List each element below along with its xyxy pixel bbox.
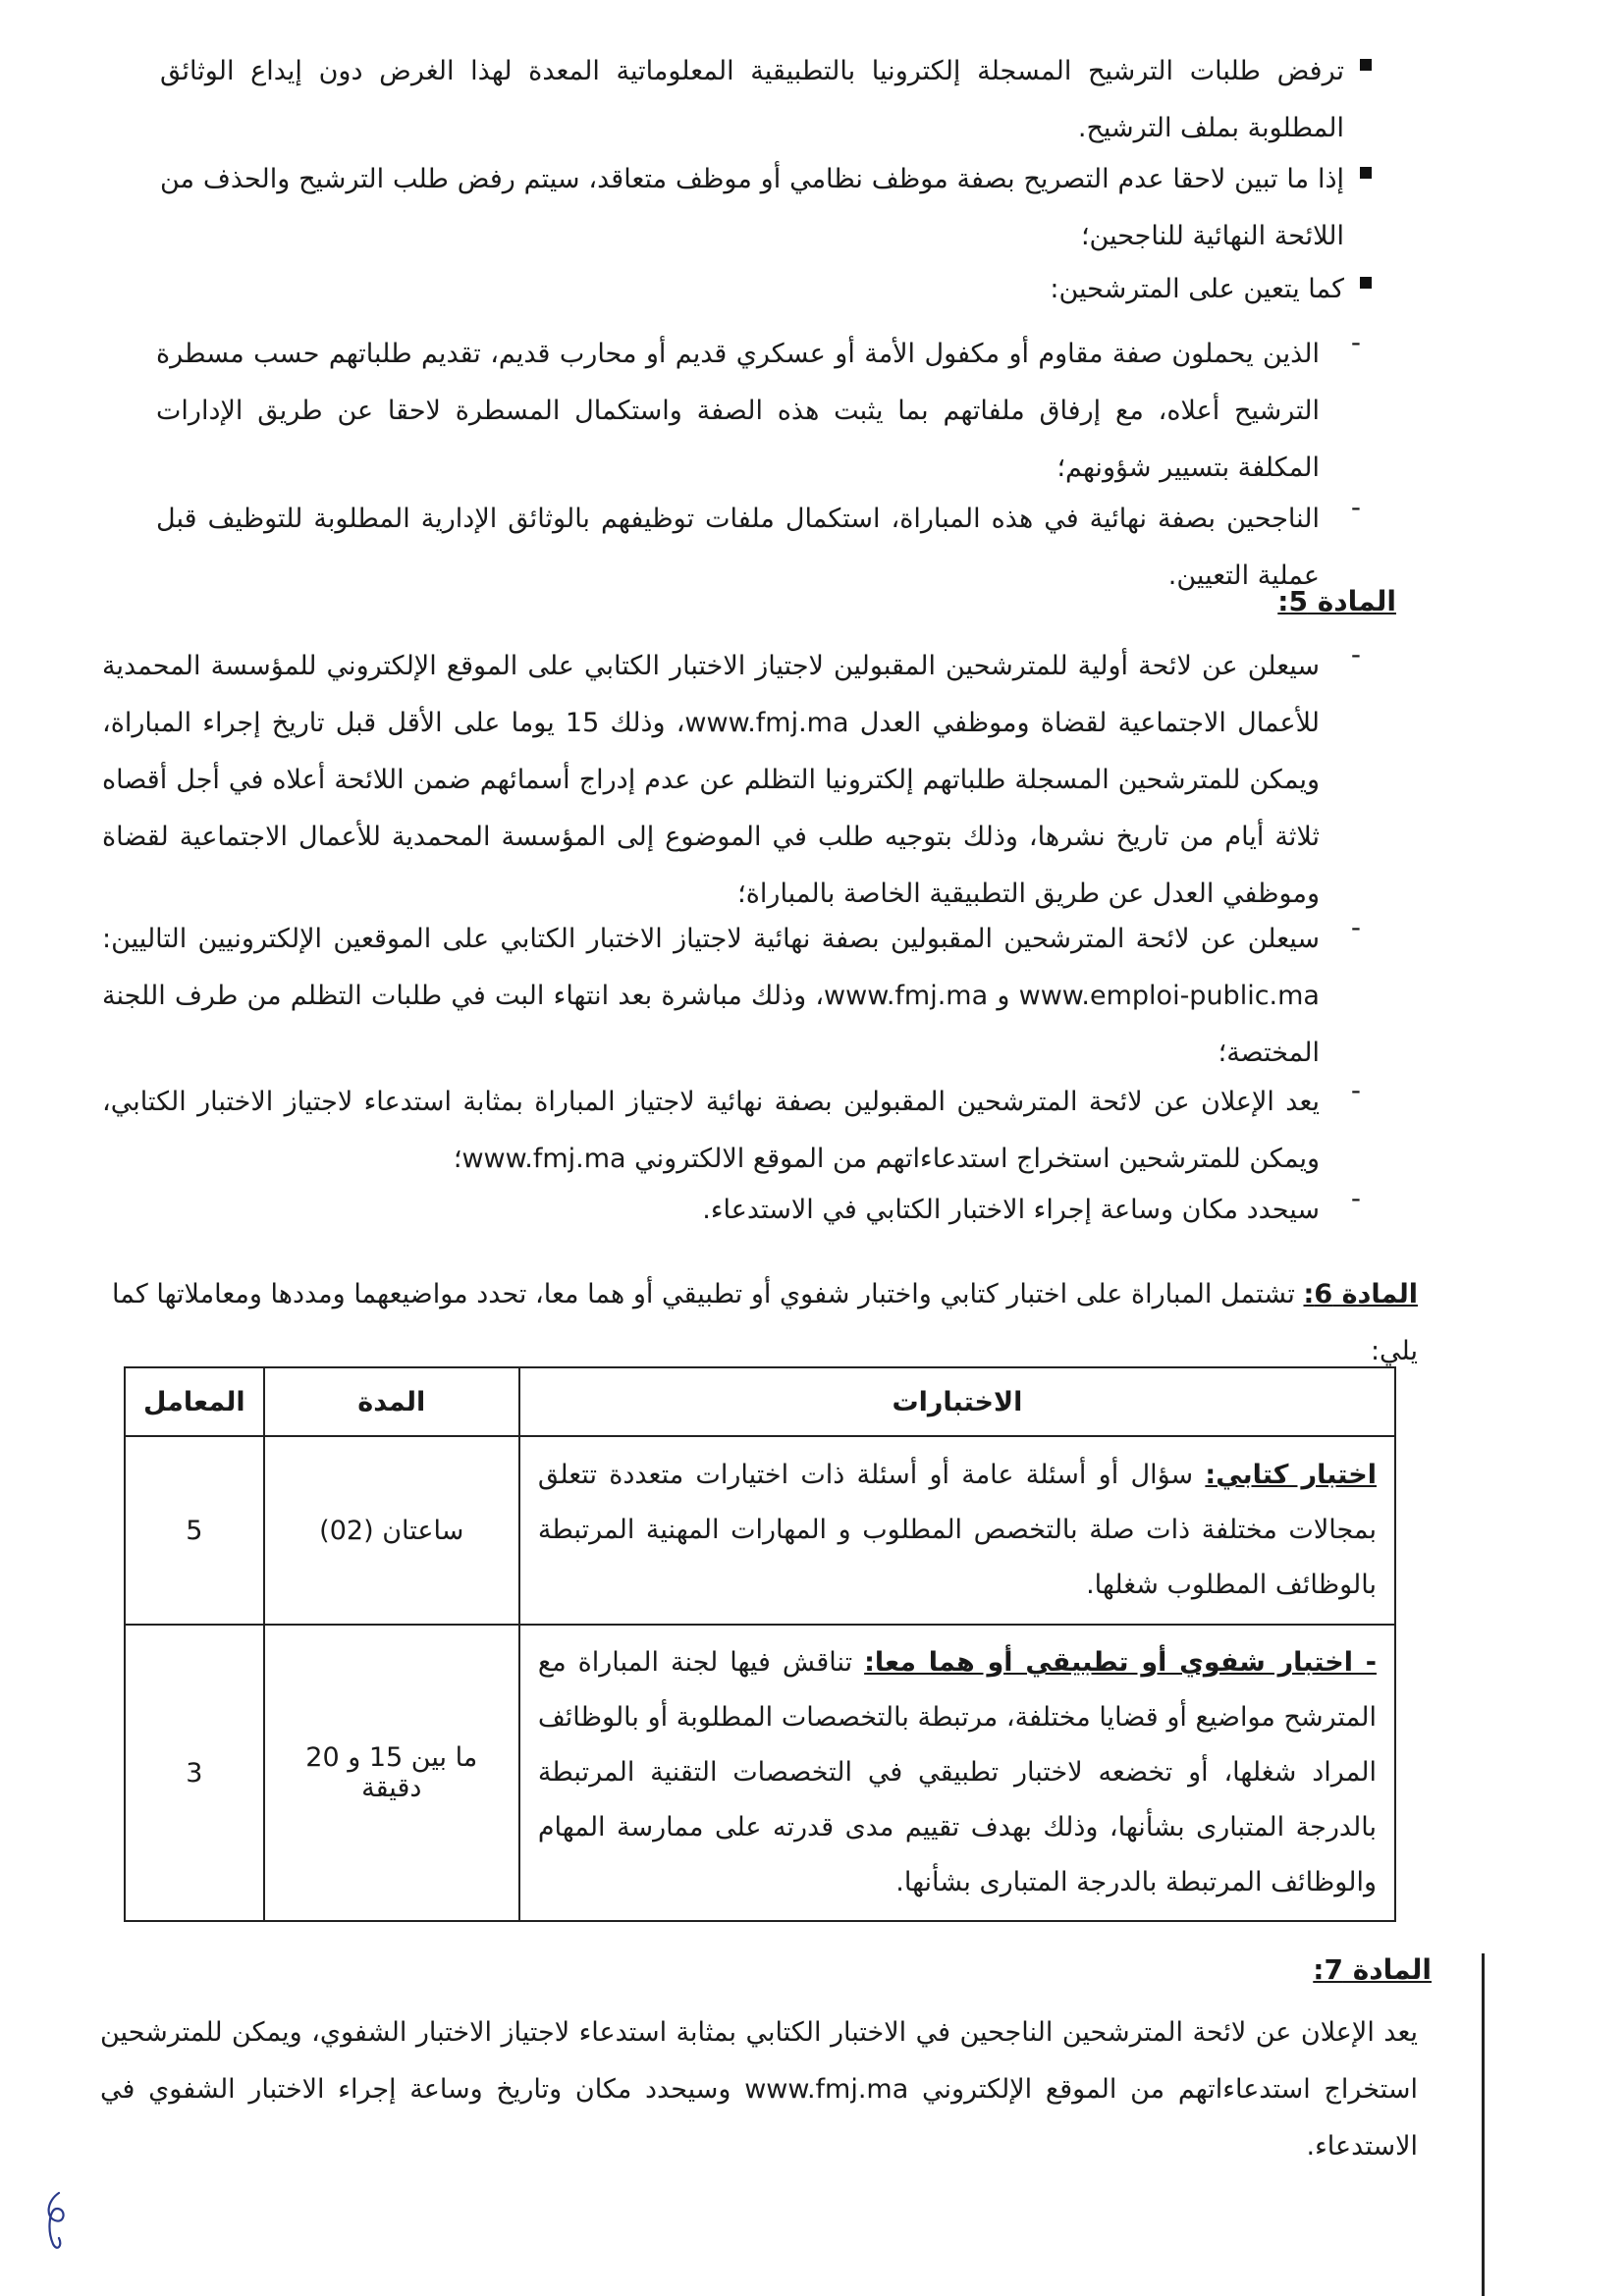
table-row — [125, 1436, 1395, 1625]
test-text: تناقش فيها لجنة المباراة مع المترشح مواضيع أو قضايا مختلفة، مرتبطة بالتخصصات المطلوبة أو بالوظائف المراد شغلها، أو تخضعه لاختبار تطبيقي في التخصصات التقنية المرتبطة بالدرجة المتبارى بشأنها، وذلك بهدف تقييم مدى قدرته على ممارسة المهام والوظائف المرتبطة بالدرجة المتبارى بشأنها. — [537, 1647, 1377, 1897]
tests-table — [124, 1366, 1396, 1922]
intro-dash-1: الذين يحملون صفة مقاوم أو مكفول الأمة أو عسكري قديم أو محارب قديم، تقديم طلباتهم حسب مسطرة الترشيح أعلاه، مع إرفاق ملفاتهم بما يثبت هذه الصفة واستكمال المسطرة لاحقا عن طريق الإدارات المكلفة بتسيير شؤونهم؛ — [156, 339, 1320, 483]
dash-marker: - — [1350, 1182, 1361, 1214]
test-duration: ما بين 15 و 20 دقيقة — [264, 1625, 519, 1921]
dash-marker: - — [1350, 326, 1361, 358]
dash-marker: - — [1350, 638, 1361, 670]
test-coefficient: 3 — [125, 1625, 264, 1921]
bullet-square-icon — [1360, 167, 1372, 179]
intro-bullet-2: إذا ما تبين لاحقا عدم التصريح بصفة موظف نظامي أو موظف متعاقد، سيتم رفض طلب الترشيح والحذف من اللائحة النهائية للناجحين؛ — [160, 164, 1344, 251]
test-duration: ساعتان (02) — [264, 1436, 519, 1625]
test-coefficient: 5 — [125, 1436, 264, 1625]
test-description — [519, 1436, 1395, 1625]
test-label: - اختبار شفوي أو تطبيقي أو هما معا: — [864, 1647, 1377, 1678]
bullet-square-icon — [1360, 277, 1372, 289]
article-6-heading: المادة 6: — [1303, 1279, 1419, 1309]
header-tests: الاختبارات — [519, 1367, 1395, 1436]
test-description — [519, 1625, 1395, 1921]
article-5-item-3: يعد الإعلان عن لائحة المترشحين المقبولين بصفة نهائية لاجتياز المباراة بمثابة استدعاء لاجتياز الاختبار الكتابي، ويمكن للمترشحين استخراج استدعاءاتهم من الموقع الالكتروني www.fmj.ma؛ — [102, 1087, 1320, 1174]
intro-bullet-1: ترفض طلبات الترشيح المسجلة إلكترونيا بالتطبيقية المعلوماتية المعدة لهذا الغرض دون إيداع الوثائق المطلوبة بملف الترشيح. — [160, 56, 1344, 143]
article-6-line — [112, 1266, 1418, 1380]
article-6-text: تشتمل المباراة على اختبار كتابي واختبار شفوي أو تطبيقي أو هما معا، تحدد مواضيعهما ومددها ومعاملاتها كما يلي: — [112, 1279, 1418, 1366]
article-5-item-4: سيحدد مكان وساعة إجراء الاختبار الكتابي في الاستدعاء. — [702, 1195, 1320, 1225]
table-row — [125, 1625, 1395, 1921]
article-7-heading: المادة 7: — [1313, 1953, 1432, 1986]
dash-marker: - — [1350, 911, 1361, 943]
intro-dash-2: الناجحين بصفة نهائية في هذه المباراة، استكمال ملفات توظيفهم بالوثائق الإدارية المطلوبة للتوظيف قبل عملية التعيين. — [156, 504, 1320, 591]
dash-marker: - — [1350, 491, 1361, 523]
dash-marker: - — [1350, 1074, 1361, 1106]
test-label: اختبار كتابي: — [1205, 1460, 1377, 1490]
faint-header-text — [550, 4, 903, 18]
article-5-item-1: سيعلن عن لائحة أولية للمترشحين المقبولين لاجتياز الاختبار الكتابي على الموقع الإلكتروني للمؤسسة المحمدية للأعمال الاجتماعية لقضاة وموظفي العدل www.fmj.ma، وذلك 15 يوما على الأقل قبل تاريخ إجراء المباراة، ويمكن للمترشحين المسجلة طلباتهم إلكترونيا التظلم عن عدم إدراج أسمائهم ضمن اللائحة أعلاه في أجل أقصاه ثلاثة أيام من تاريخ نشرها، وذلك بتوجيه طلب في الموضوع إلى المؤسسة المحمدية للأعمال الاجتماعية لقضاة وموظفي العدل عن طريق التطبيقية الخاصة بالمباراة؛ — [102, 651, 1320, 909]
test-text: سؤال أو أسئلة عامة أو أسئلة ذات اختيارات متعددة تتعلق بمجالات مختلفة ذات صلة بالتخصص المطلوب و المهارات المهنية المرتبطة بالوظائف المطلوب شغلها. — [537, 1460, 1377, 1600]
bullet-square-icon — [1360, 59, 1372, 71]
margin-rule — [1482, 1953, 1485, 2296]
header-coefficient: المعامل — [125, 1367, 264, 1436]
initials-signature — [37, 2187, 77, 2256]
table-header-row — [125, 1367, 1395, 1436]
header-duration: المدة — [264, 1367, 519, 1436]
intro-bullet-3: كما يتعين على المترشحين: — [1050, 274, 1344, 304]
article-5-heading: المادة 5: — [1277, 585, 1396, 617]
article-5-item-2: سيعلن عن لائحة المترشحين المقبولين بصفة نهائية لاجتياز الاختبار الكتابي على الموقعين الإلكترونيين التاليين: www.emploi-public.ma و www.fmj.ma، وذلك مباشرة بعد انتهاء البت في طلبات التظلم من طرف اللجنة المختصة؛ — [102, 924, 1320, 1068]
article-7-text: يعد الإعلان عن لائحة المترشحين الناجحين في الاختبار الكتابي بمثابة استدعاء لاجتياز الاختبار الشفوي، ويمكن للمترشحين استخراج استدعاءاتهم من الموقع الإلكتروني www.fmj.ma وسيحدد مكان وتاريخ وساعة إجراء الاختبار الشفوي في الاستدعاء. — [100, 2017, 1418, 2162]
